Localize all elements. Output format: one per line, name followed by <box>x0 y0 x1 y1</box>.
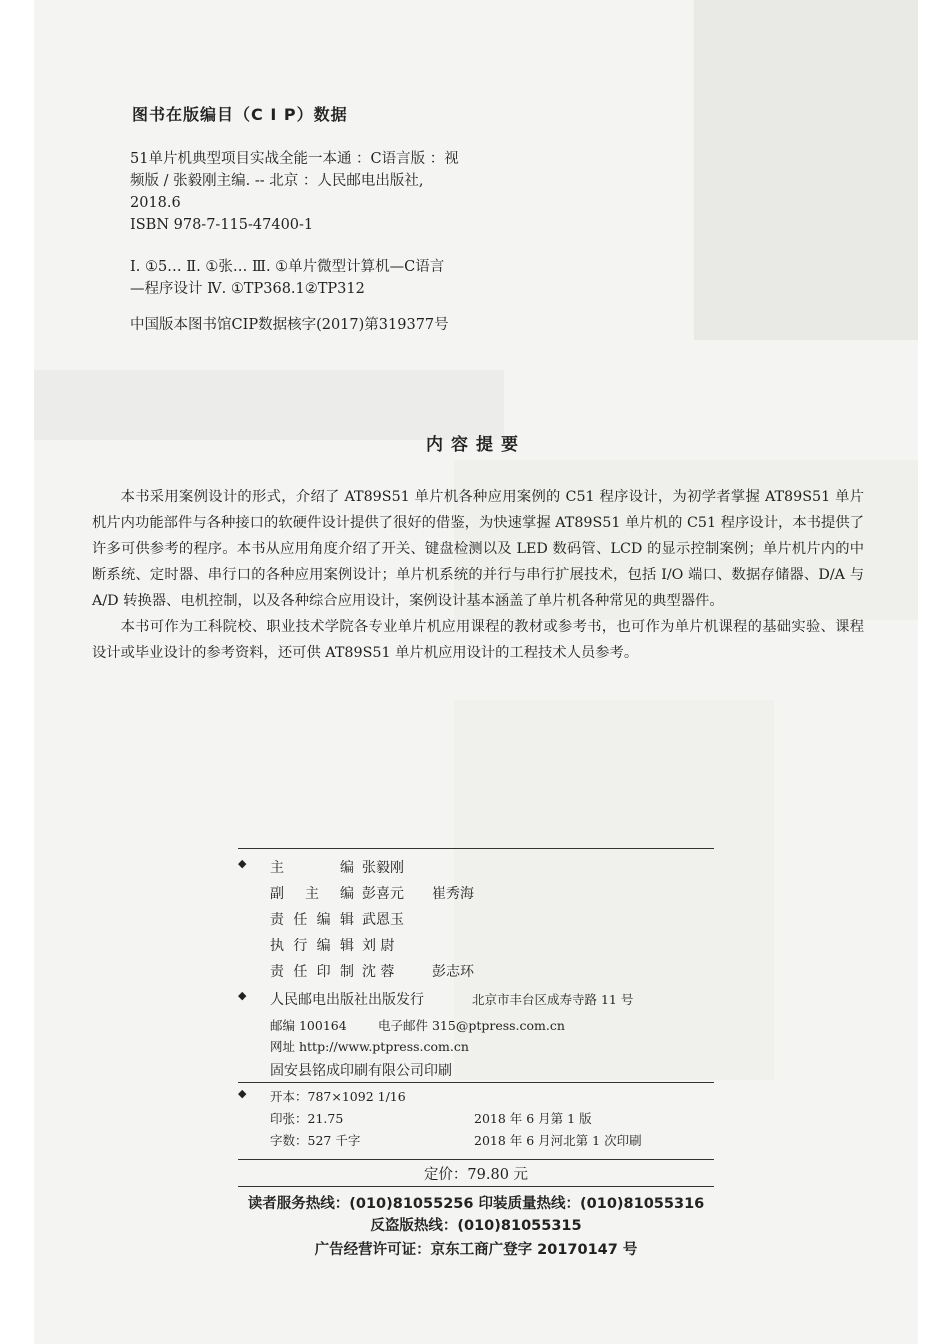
classification-line: Ⅰ. ①5… Ⅱ. ①张… Ⅲ. ①单片微型计算机—C语言 <box>130 259 445 275</box>
cip-record <box>130 148 600 336</box>
anti-piracy-hotline: 反盗版热线：(010)81055315 <box>370 1218 582 1234</box>
printer: 固安县铭成印刷有限公司印刷 <box>270 1063 452 1079</box>
bullet-icon: ◆ <box>238 1087 247 1100</box>
divider <box>238 1186 714 1187</box>
sheets: 印张：21.75 <box>270 1111 344 1126</box>
price: 定价：79.80 元 <box>423 1167 529 1183</box>
deputy-editor: 彭喜元 <box>362 886 404 902</box>
bullet-icon: ◆ <box>238 857 247 870</box>
printing: 2018 年 6 月河北第 1 次印刷 <box>474 1133 642 1148</box>
chief-editor: 张毅刚 <box>362 860 404 876</box>
publisher-address: 北京市丰台区成寿寺路 11 号 <box>472 992 634 1007</box>
cip-line: 51单片机典型项目实战全能一本通 ：C语言版 ：视 <box>130 151 459 167</box>
website: 网址 http://www.ptpress.com.cn <box>270 1039 469 1054</box>
cip-line: 频版 / 张毅刚主编. -- 北京 ：人民邮电出版社, <box>130 173 424 189</box>
summary-heading: 内容提要 <box>426 435 526 455</box>
resp-editor-role: 责任编辑 <box>270 912 354 928</box>
resp-editor: 武恩玉 <box>362 912 404 928</box>
summary-paragraph: 本书采用案例设计的形式，介绍了 AT89S51 单片机各种应用案例的 C51 程序设计，为初学者掌握 AT89S51 单片机片内功能部件与各种接口的软硬件设计提供了很好的借鉴，为快速掌握 AT89S51 单片机的 C51 程序设计，本书提供了许多可供参考的程序。本书从应用角度介绍了开关、键盘检测以及 LED 数码管、LCD 的显示控制案例；单片机片内的中断系统、定时器、串行口的各种应用案例设计；单片机系统的并行与串行扩展技术，包括 I/O 端口、数据存储器、D/A 与 A/D 转换器、电机控制，以及各种综合应用设计，案例设计基本涵盖了单片机各种常见的典型器件。 <box>92 489 864 609</box>
bullet-icon: ◆ <box>238 989 247 1002</box>
classification-line: —程序设计 Ⅳ. ①TP368.1②TP312 <box>130 281 365 297</box>
email: 电子邮件 315@ptpress.com.cn <box>378 1018 565 1033</box>
postcode: 邮编 100164 <box>270 1018 347 1033</box>
resp-print: 沈 蓉 <box>362 964 395 980</box>
word-count: 字数：527 千字 <box>270 1133 361 1148</box>
summary-paragraph: 本书可作为工科院校、职业技术学院各专业单片机应用课程的教材或参考书，也可作为单片机课程的基础实验、课程设计或毕业设计的参考资料，还可供 AT89S51 单片机应用设计的工程技术人员参考。 <box>92 619 864 661</box>
ad-license: 广告经营许可证：京东工商广登字 20170147 号 <box>314 1242 638 1258</box>
isbn: ISBN 978-7-115-47400-1 <box>130 217 314 233</box>
divider <box>238 1159 714 1160</box>
edition: 2018 年 6 月第 1 版 <box>474 1111 592 1126</box>
service-hotlines: 读者服务热线：(010)81055256 印装质量热线：(010)81055316 <box>247 1196 705 1212</box>
resp-print-role: 责任印制 <box>270 964 354 980</box>
page <box>34 0 918 1344</box>
publisher: 人民邮电出版社出版发行 <box>270 992 424 1008</box>
cip-line: 2018.6 <box>130 195 181 211</box>
cip-number: 中国版本图书馆CIP数据核字(2017)第319377号 <box>130 317 449 333</box>
divider <box>238 848 714 849</box>
exec-editor-role: 执行编辑 <box>270 938 354 954</box>
cip-heading: 图书在版编目（C I P）数据 <box>132 105 348 124</box>
divider <box>238 1082 714 1083</box>
chief-editor-role: 主编 <box>270 860 354 876</box>
deputy-editor-role: 副主编 <box>270 886 354 902</box>
format: 开本：787×1092 1/16 <box>270 1089 406 1104</box>
background-cover-ghost <box>694 0 918 340</box>
summary <box>92 484 864 666</box>
resp-print: 彭志环 <box>432 964 474 980</box>
exec-editor: 刘 尉 <box>362 938 395 954</box>
deputy-editor: 崔秀海 <box>432 886 474 902</box>
